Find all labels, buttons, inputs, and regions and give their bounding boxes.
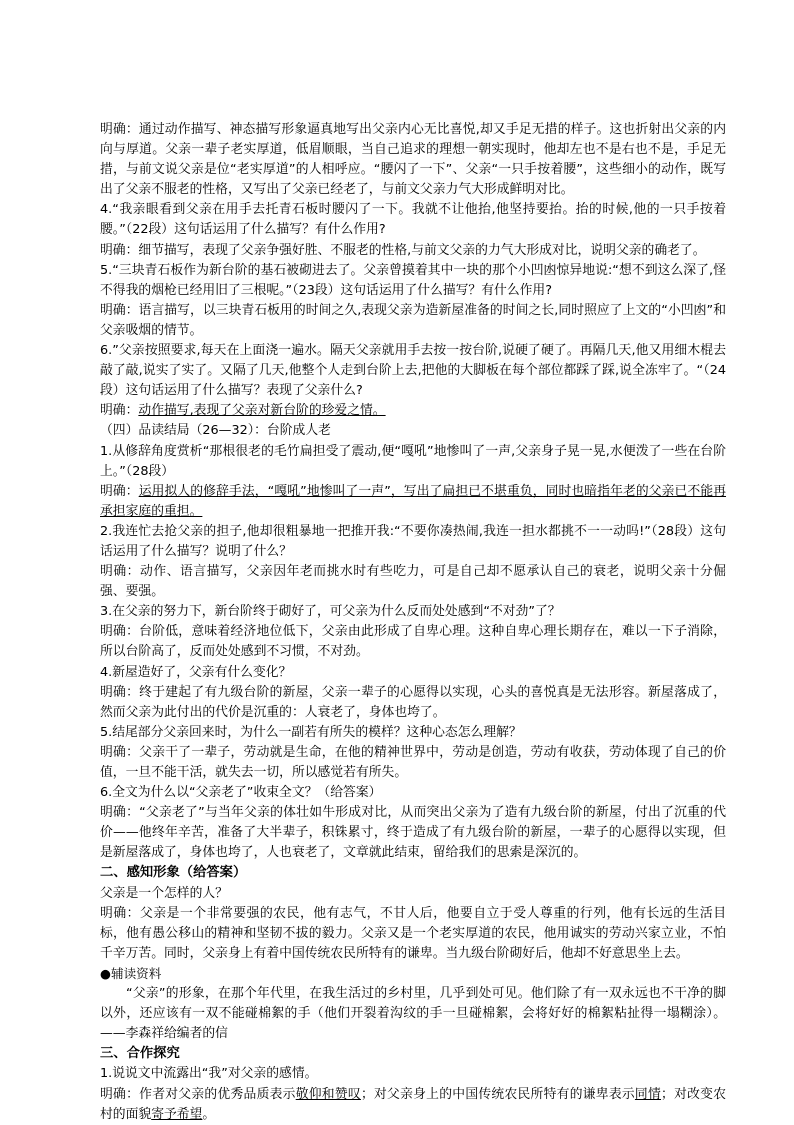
underlined-answer: 运用拟人的修辞手法，“嘎吼”地惨叫了一声”，写出了扁担已不堪重负，同时也暗指年老的父亲已不能再承担家庭的重担。 [100,483,727,519]
answer-4: 明确：细节描写，表现了父亲争强好胜、不服老的性格,与前文父亲的力气大形成对比，说明父亲的确老了。 [100,242,706,258]
question-ending-6: 6.全文为什么以“父亲老了”收束全文？（给答案） [100,785,382,801]
underlined-phrase: 同情 [634,1086,662,1102]
answer-ending-4: 明确：终于建起了有九级台阶的新屋，父亲一辈子的心愿得以实现，心头的喜悦真是无法形容。新屋落成了，然而父亲为此付出的代价是沉重的：人衰老了，身体也垮了。 [100,684,726,720]
question-ending-3: 3.在父亲的努力下，新台阶终于砌好了，可父亲为什么反而处处感到“不对劲”了？ [100,604,561,620]
underlined-phrase: 敬仰和赞叹 [295,1086,361,1102]
question-explore-1: 1.说说文中流露出“我”对父亲的感情。 [100,1066,318,1082]
answer-label: 明确： [100,403,139,419]
answer-6 [100,401,726,421]
answer-ending-3: 明确：台阶低，意味着经济地位低下，父亲由此形成了自卑心理。这种自卑心理长期存在，难以一下子消除，所以台阶高了，反而处处感到不习惯，不对劲。 [100,624,726,660]
answer-ending-1 [100,482,726,522]
underlined-answer: 动作描写,表现了父亲对新台阶的珍爱之情。 [138,403,386,419]
answer-paragraph: 明确：通过动作描写、神态描写形象逼真地写出父亲内心无比喜悦,却又手足无措的样子。这也折射出父亲的内向与厚道。父亲一辈子老实厚道，低眉顺眼，当自己追求的理想一朝实现时，他却左也不是右也不是，手足无措，与前文说父亲是位“老实厚道”的人相呼应。“腰闪了一下”、父亲“一只手按着腰”，这些细小的动作，既写出了父亲不服老的性格，又写出了父亲已经老了，与前文父亲力气大形成鲜明对比。 [100,122,726,198]
answer-explore-1 [100,1085,726,1125]
answer-text: ；对父亲身上的中国传统农民所特有的谦卑表示 [360,1086,635,1102]
answer-text: 。 [202,1106,216,1122]
answer-5: 明确：语言描写，以三块青石板用的时间之久,表现父亲为造新屋准备的时间之长,同时照应了上文的“小凹凼”和父亲吸烟的情节。 [100,302,726,338]
question-image: 父亲是一个怎样的人？ [100,885,228,901]
answer-ending-6: 明确：“父亲老了”与当年父亲的体壮如牛形成对比，从而突出父亲为了造有九级台阶的新屋，付出了沉重的代价——他终年辛苦，准备了大半辈子，积铢累寸，终于造成了有九级台阶的新屋，一辈子的心愿得以实现，但是新屋落成了，身体也垮了，人也衰老了，文章就此结束，留给我们的思索是深沉的。 [100,805,726,861]
answer-text: ；对改变农村的面貌 [100,1086,726,1122]
answer-ending-5: 明确：父亲干了一辈子，劳动就是生命，在他的精神世界中，劳动是创造，劳动有收获，劳动体现了自己的价值，一旦不能干活，就失去一切，所以感觉若有所失。 [100,744,726,780]
supplementary-title: ●辅读资料 [100,965,162,981]
section-three-heading: 三、合作探究 [100,1046,180,1062]
question-ending-5: 5.结尾部分父亲回来时，为什么一副若有所失的模样？这种心态怎么理解？ [100,724,522,740]
question-5: 5.“三块青石板作为新台阶的基石被砌进去了。父亲曾摸着其中一块的那个小凹凼惊异地说:“想不到这么深了,怪不得我的烟枪已经用旧了三根呢。”（23段）这句话运用了什么描写？有什么作用? [100,262,726,298]
answer-ending-2: 明确：动作、语言描写，父亲因年老而挑水时有些吃力，可是自己却不愿承认自己的衰老，说明父亲十分倔强、要强。 [100,564,726,600]
document-body [100,120,726,1125]
answer-text: 明确：作者对父亲的优秀品质表示 [100,1086,296,1102]
underlined-phrase: 寄予希望 [151,1106,203,1122]
answer-image: 明确：父亲是一个非常要强的农民，他有志气，不甘人后，他要自立于受人尊重的行列，他有长远的生活目标，他有愚公移山的精神和坚韧不拔的毅力。父亲又是一个老实厚道的农民，他用诚实的劳动兴家立业，不怕千辛万苦。同时，父亲身上有着中国传统农民所特有的谦卑。当九级台阶砌好后，他却不好意思坐上去。 [100,905,726,961]
question-ending-2: 2.我连忙去抢父亲的担子,他却很粗暴地一把推开我:“不要你凑热闹,我连一担水都挑不一一动吗!”（28段）这句话运用了什么描写？说明了什么？ [100,523,726,559]
supplementary-quote: “父亲”的形象，在那个年代里，在我生活过的乡村里，几乎到处可见。他们除了有一双永远也不干净的脚以外，还应该有一双不能碰棉絮的手（他们开裂着沟纹的手一旦碰棉絮，会将好好的棉絮粘扯得一塌糊涂）。——李森祥给编者的信 [100,986,726,1042]
question-6: 6.”父亲按照要求,每天在上面浇一遍水。隔天父亲就用手去按一按台阶,说硬了硬了。再隔几天,他又用细木棍去敲了敲,说实了实了。又隔了几天,他整个人走到台阶上去,把他的大脚板在每个部位都踩了踩,说全冻牢了。“（24段）这句话运用了什么描写？表现了父亲什么? [100,343,726,399]
question-ending-1: 1.从修辞角度赏析“那根很老的毛竹扁担受了震动,便“嘎吼”地惨叫了一声,父亲身子晃一晃,水便泼了一些在台阶上。”（28段） [100,443,726,479]
section-four-title: （四）品读结局（26—32）：台阶成人老 [100,423,331,439]
question-ending-4: 4.新屋造好了，父亲有什么变化？ [100,664,292,680]
section-two-heading: 二、感知形象（给答案） [100,865,247,881]
answer-label: 明确： [100,483,139,499]
question-4: 4.“我亲眼看到父亲在用手去托青石板时腰闪了一下。我就不让他抬,他坚持要抬。抬的时候,他的一只手按着腰。”（22段）这句话运用了什么描写？有什么作用? [100,202,726,238]
